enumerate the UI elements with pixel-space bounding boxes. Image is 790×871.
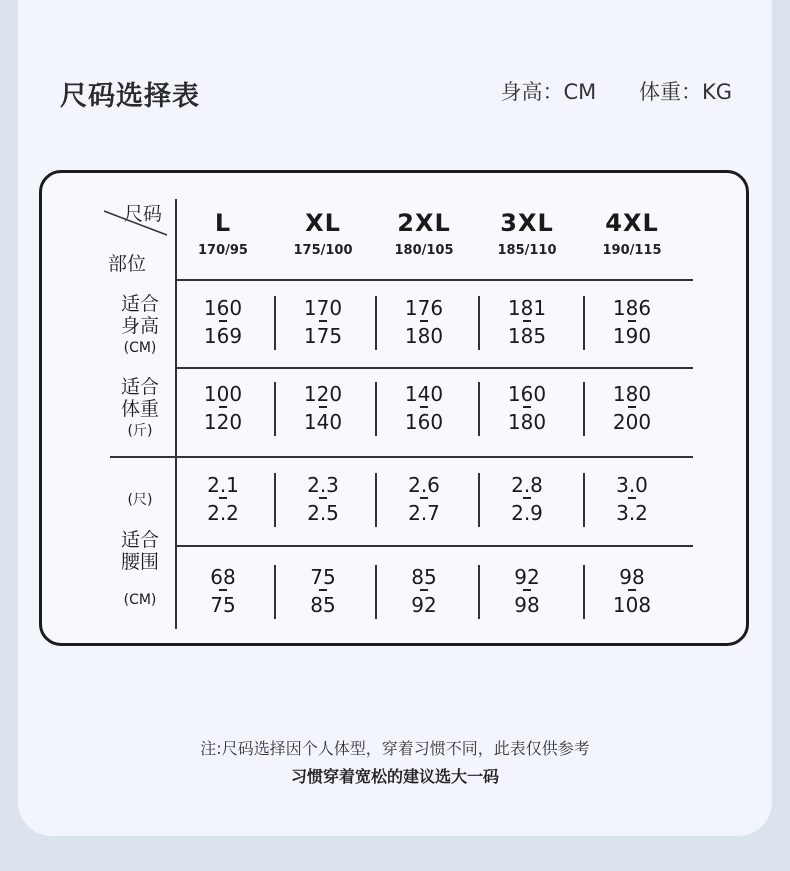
table-cell xyxy=(477,563,577,619)
size-header xyxy=(173,209,273,258)
cell-min: 2.6 xyxy=(408,473,440,497)
table-cell xyxy=(477,471,577,527)
row-label-unit: (CM) xyxy=(123,340,157,356)
cell-max: 180 xyxy=(507,410,547,434)
range-dash xyxy=(523,589,531,591)
table-cell xyxy=(477,294,577,350)
row-label-line2: 体重 xyxy=(120,398,159,420)
cell-max: 2.5 xyxy=(307,501,339,525)
cell-min: 186 xyxy=(612,296,652,320)
table-cell xyxy=(273,380,373,436)
cell-min: 100 xyxy=(203,382,243,406)
header-divider xyxy=(177,279,693,281)
column-divider xyxy=(583,382,585,436)
size-spec: 175/100 xyxy=(293,243,353,258)
cell-max: 185 xyxy=(507,324,547,348)
row-label-height xyxy=(100,293,180,359)
cell-min: 2.8 xyxy=(511,473,543,497)
cell-max: 108 xyxy=(612,593,652,617)
height-unit: 身高：CM xyxy=(500,80,597,104)
table-cell xyxy=(582,294,682,350)
table-cell xyxy=(582,380,682,436)
range-dash xyxy=(420,320,428,322)
table-cell xyxy=(173,563,273,619)
row-divider xyxy=(177,456,693,458)
range-dash xyxy=(628,406,636,408)
range-dash xyxy=(628,320,636,322)
column-divider xyxy=(274,296,276,350)
column-divider xyxy=(583,296,585,350)
column-divider xyxy=(375,382,377,436)
row-label-unit-cm: (CM) xyxy=(123,592,157,608)
cell-min: 98 xyxy=(619,565,645,589)
cell-min: 170 xyxy=(303,296,343,320)
size-header xyxy=(477,209,577,258)
column-divider xyxy=(478,382,480,436)
size-name: XL xyxy=(305,209,341,237)
table-cell xyxy=(173,294,273,350)
cell-min: 75 xyxy=(310,565,336,589)
cell-min: 120 xyxy=(303,382,343,406)
table-cell xyxy=(374,380,474,436)
range-dash xyxy=(420,589,428,591)
size-name: 3XL xyxy=(500,209,554,237)
cell-max: 2.2 xyxy=(207,501,239,525)
cell-max: 98 xyxy=(514,593,540,617)
cell-min: 180 xyxy=(612,382,652,406)
size-header xyxy=(273,209,373,258)
corner-label-size: 尺码 xyxy=(124,203,163,225)
cell-max: 3.2 xyxy=(616,501,648,525)
cell-max: 2.9 xyxy=(511,501,543,525)
cell-min: 2.1 xyxy=(207,473,239,497)
page-title: 尺码选择表 xyxy=(60,81,200,112)
row-label-waist xyxy=(100,489,180,611)
size-table xyxy=(39,170,749,646)
row-label-unit-chi: (尺) xyxy=(127,492,153,508)
label-divider xyxy=(110,456,176,458)
cell-max: 180 xyxy=(404,324,444,348)
cell-min: 160 xyxy=(507,382,547,406)
cell-max: 190 xyxy=(612,324,652,348)
column-divider xyxy=(583,565,585,619)
cell-min: 2.3 xyxy=(307,473,339,497)
size-spec: 190/115 xyxy=(602,243,662,258)
note-recommendation: 习惯穿着宽松的建议选大一码 xyxy=(290,767,499,786)
range-dash xyxy=(523,320,531,322)
table-cell xyxy=(374,294,474,350)
range-dash xyxy=(628,497,636,499)
table-cell xyxy=(273,471,373,527)
table-cell xyxy=(173,380,273,436)
cell-min: 140 xyxy=(404,382,444,406)
size-name: 4XL xyxy=(605,209,659,237)
size-header xyxy=(582,209,682,258)
cell-max: 160 xyxy=(404,410,444,434)
range-dash xyxy=(319,589,327,591)
range-dash xyxy=(628,589,636,591)
column-divider xyxy=(274,565,276,619)
column-divider xyxy=(583,473,585,527)
size-spec: 185/110 xyxy=(497,243,557,258)
column-divider xyxy=(375,565,377,619)
cell-max: 140 xyxy=(303,410,343,434)
size-name: 2XL xyxy=(397,209,451,237)
row-divider xyxy=(177,367,693,369)
size-header xyxy=(374,209,474,258)
table-cell xyxy=(374,471,474,527)
unit-legend xyxy=(464,76,732,106)
range-dash xyxy=(219,406,227,408)
table-cell xyxy=(273,563,373,619)
table-cell xyxy=(582,471,682,527)
range-dash xyxy=(420,406,428,408)
row-label-weight xyxy=(100,376,180,442)
range-dash xyxy=(219,497,227,499)
cell-max: 75 xyxy=(210,593,236,617)
cell-min: 68 xyxy=(210,565,236,589)
table-cell xyxy=(173,471,273,527)
range-dash xyxy=(319,406,327,408)
row-label-line1: 适合 xyxy=(120,293,159,315)
corner-label-part: 部位 xyxy=(108,253,147,275)
cell-min: 3.0 xyxy=(616,473,648,497)
cell-max: 169 xyxy=(203,324,243,348)
range-dash xyxy=(219,320,227,322)
cell-min: 85 xyxy=(411,565,437,589)
cell-min: 176 xyxy=(404,296,444,320)
cell-max: 2.7 xyxy=(408,501,440,525)
table-cell xyxy=(273,294,373,350)
note-disclaimer: 注:尺码选择因个人体型，穿着习惯不同，此表仅供参考 xyxy=(200,739,590,758)
table-cell xyxy=(477,380,577,436)
cell-min: 181 xyxy=(507,296,547,320)
table-cell xyxy=(582,563,682,619)
cell-max: 85 xyxy=(310,593,336,617)
column-divider xyxy=(375,296,377,350)
column-divider xyxy=(478,473,480,527)
range-dash xyxy=(523,406,531,408)
column-divider xyxy=(274,473,276,527)
row-label-unit: (斤) xyxy=(127,423,153,439)
row-label-line2: 腰围 xyxy=(120,551,159,573)
size-name: L xyxy=(214,209,232,237)
range-dash xyxy=(420,497,428,499)
row-label-line1: 适合 xyxy=(120,529,159,551)
corner-diagonal xyxy=(42,173,182,283)
row-label-line1: 适合 xyxy=(120,376,159,398)
range-dash xyxy=(319,497,327,499)
row-label-line2: 身高 xyxy=(120,315,159,337)
column-divider xyxy=(375,473,377,527)
cell-max: 175 xyxy=(303,324,343,348)
table-cell xyxy=(374,563,474,619)
range-dash xyxy=(319,320,327,322)
row-divider xyxy=(177,545,693,547)
column-divider xyxy=(478,296,480,350)
column-divider xyxy=(478,565,480,619)
cell-min: 160 xyxy=(203,296,243,320)
size-spec: 170/95 xyxy=(198,243,248,258)
cell-max: 200 xyxy=(612,410,652,434)
cell-max: 120 xyxy=(203,410,243,434)
cell-max: 92 xyxy=(411,593,437,617)
cell-min: 92 xyxy=(514,565,540,589)
weight-unit: 体重：KG xyxy=(638,80,732,104)
range-dash xyxy=(219,589,227,591)
column-divider xyxy=(274,382,276,436)
size-spec: 180/105 xyxy=(394,243,454,258)
range-dash xyxy=(523,497,531,499)
